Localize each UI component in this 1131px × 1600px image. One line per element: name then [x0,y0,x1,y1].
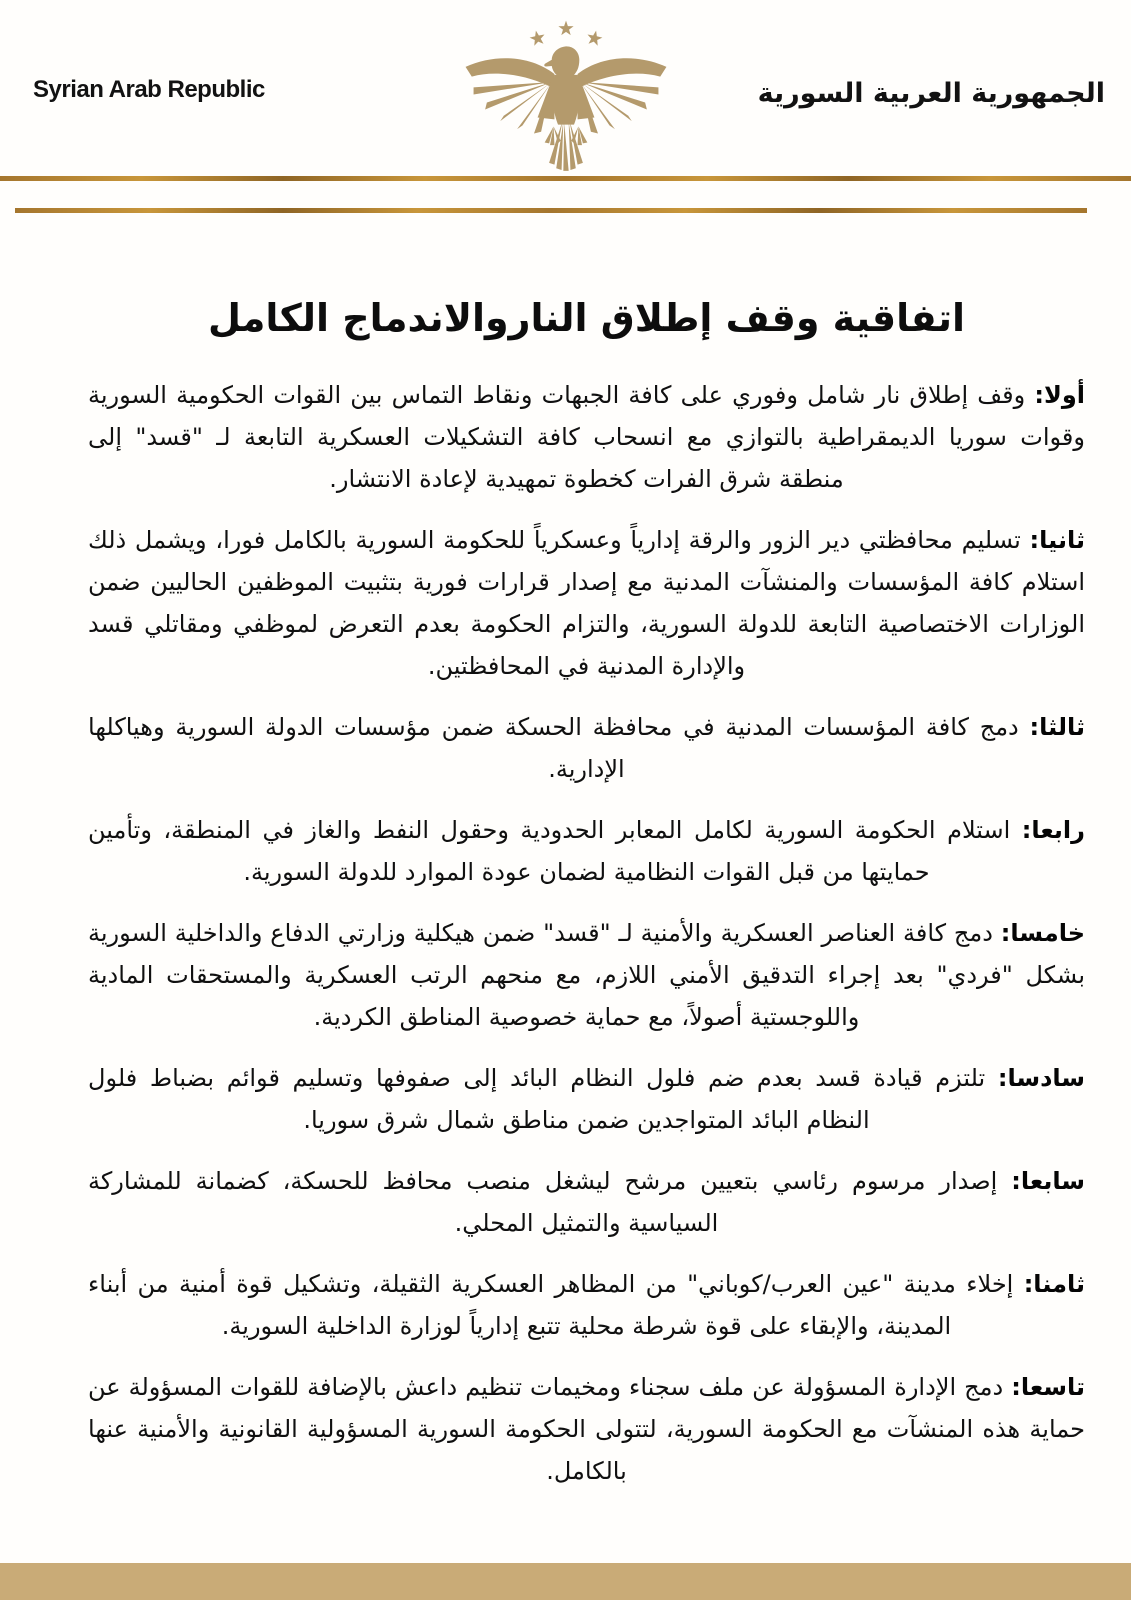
agreement-clause-5 [88,912,1085,1038]
clause-text: وقف إطلاق نار شامل وفوري على كافة الجبهات ونقاط التماس بين القوات الحكومية السورية وقوات سوريا الديمقراطية بالتوازي مع انسحاب كافة التشكيلات العسكرية التابعة لـ "قسد" إلى منطقة شرق الفرات كخطوة تمهيدية لإعادة الانتشار. [88,381,1085,493]
agreement-clause-8 [88,1263,1085,1347]
clause-number: سادسا: [997,1064,1085,1092]
clause-number: ثالثا: [1029,713,1085,741]
clause-text: إخلاء مدينة "عين العرب/كوباني" من المظاهر العسكرية الثقيلة، وتشكيل قوة أمنية من أبناء المدينة، والإبقاء على قوة شرطة محلية تتبع إدارياً لوزارة الداخلية السورية. [88,1270,1014,1340]
stars [528,21,603,47]
letterhead [0,0,1131,215]
clause-number: خامسا: [1000,919,1085,947]
agreement-clause-1 [88,374,1085,500]
agreement-clause-4 [88,809,1085,893]
agreement-clause-7 [88,1160,1085,1244]
clause-number: رابعا: [1021,816,1085,844]
agreement-clause-6 [88,1057,1085,1141]
gold-rule-bottom [15,208,1087,213]
clause-text: تلتزم قيادة قسد بعدم ضم فلول النظام البائد إلى صفوفها وتسليم قوائم بضباط فلول النظام البائد المتواجدين ضمن مناطق شمال شرق سوريا. [88,1064,986,1134]
clause-text: دمج الإدارة المسؤولة عن ملف سجناء ومخيمات تنظيم داعش بالإضافة للقوات المسؤولة عن حماية هذه المنشآت مع الحكومة السورية، لتتولى الحكومة السورية المسؤولية القانونية والأمنية عنها بالكامل. [88,1373,1085,1485]
clause-number: ثانيا: [1029,526,1085,554]
clause-number: سابعا: [1011,1167,1085,1195]
clause-number: ثامنا: [1023,1270,1085,1298]
footer-gold-band [0,1563,1131,1600]
header-title-en: Syrian Arab Republic [33,76,265,103]
agreement-body [88,296,1085,1511]
clause-text: إصدار مرسوم رئاسي بتعيين مرشح ليشغل منصب محافظ للحسكة، كضمانة للمشاركة السياسية والتمثيل المحلي. [88,1167,998,1237]
agreement-clause-2 [88,519,1085,687]
golden-eagle-emblem-icon [459,18,673,178]
clause-text: دمج كافة المؤسسات المدنية في محافظة الحسكة ضمن مؤسسات الدولة السورية وهياكلها الإدارية. [88,713,1019,783]
document-title: اتفاقية وقف إطلاق الناروالاندماج الكامل [207,296,966,340]
clause-text: تسليم محافظتي دير الزور والرقة إدارياً وعسكرياً للحكومة السورية بالكامل فورا، ويشمل ذلك استلام كافة المؤسسات والمنشآت المدنية مع إصدار قرارات فورية بتثبيت الموظفين الحاليين ضمن الوزارات الاختصاصية التابعة للدولة السورية، والتزام الحكومة بعدم التعرض لموظفي ومقاتلي قسد والإدارة المدنية في المحافظتين. [88,526,1085,680]
header-title-ar: الجمهورية العربية السورية [757,78,1105,109]
agreement-clause-9 [88,1366,1085,1492]
clause-text: استلام الحكومة السورية لكامل المعابر الحدودية وحقول النفط والغاز في المنطقة، وتأمين حمايتها من قبل القوات النظامية لضمان عودة الموارد للدولة السورية. [88,816,1011,886]
gold-rule-top [0,176,1131,181]
clause-number: تاسعا: [1011,1373,1085,1401]
agreement-clause-3 [88,706,1085,790]
clause-text: دمج كافة العناصر العسكرية والأمنية لـ "قسد" ضمن هيكلية وزارتي الدفاع والداخلية السورية بشكل "فردي" بعد إجراء التدقيق الأمني اللازم، مع منحهم الرتب العسكرية والمستحقات المادية واللوجستية أصولاً، مع حماية خصوصية المناطق الكردية. [88,919,1085,1031]
clause-number: أولا: [1034,381,1085,409]
